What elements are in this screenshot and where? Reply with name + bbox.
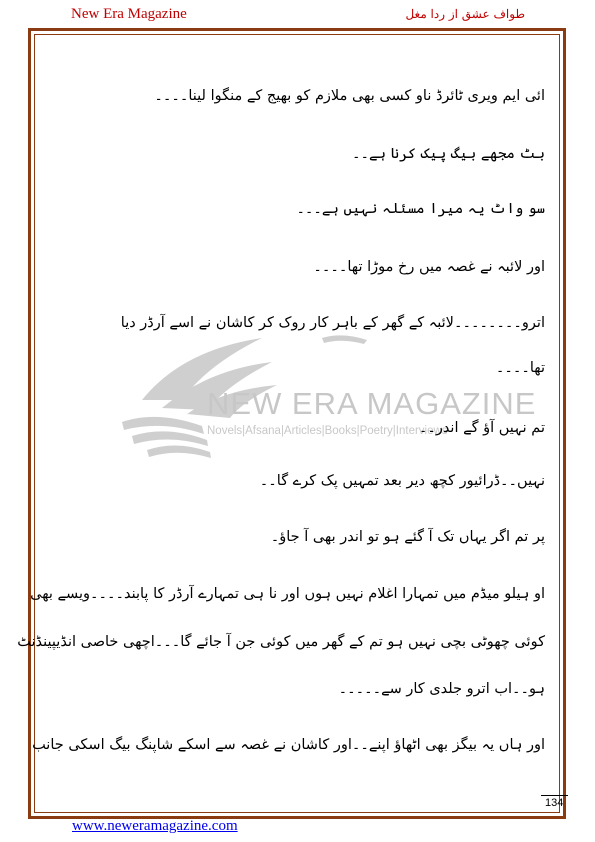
page-number: 134 (545, 797, 564, 809)
page-number-rule (541, 795, 568, 796)
text-line: کوئی چھوٹی بچی نہیں ہو تم کے گھر میں کوئی جن آ جائے گا۔۔۔اچھی خاصی انڈیپینڈنٹ (17, 634, 545, 650)
footer-website-link[interactable]: www.neweramagazine.com (72, 818, 238, 834)
text-line: تم نہیں آؤ گے اندر۔۔ (418, 420, 545, 436)
watermark-title: NEW ERA MAGAZINE (207, 386, 537, 421)
text-line: ہو۔۔اب اترو جلدی کار سے۔۔۔۔۔ (338, 681, 545, 697)
header-novel-title: طواف عشق از ردا مغل (405, 7, 525, 21)
text-line: بٹ مجھے بیگ پیک کرنا ہے۔۔ (352, 146, 545, 162)
text-line: او ہیلو میڈم میں تمہارا اغلام نہیں ہوں اور نا ہی تمہارے آرڈر کا پابند۔۔۔۔ویسے بھی (30, 586, 545, 602)
text-line: ائی ایم ویری ٹائرڈ ناو کسی بھی ملازم کو بھیج کے منگوا لینا۔۔۔۔ (154, 88, 545, 104)
watermark-subtitle: Novels|Afsana|Articles|Books|Poetry|Interviews (207, 425, 448, 437)
header-magazine-name: New Era Magazine (71, 6, 187, 22)
text-line: پر تم اگر یہاں تک آ گئے ہو تو اندر بھی آ جاؤ۔ (270, 529, 545, 545)
text-line: تھا۔۔۔۔ (495, 360, 545, 376)
text-line: اور ہاں یہ بیگز بھی اٹھاؤ اپنے۔۔اور کاشان نے غصہ سے اسکے شاپنگ بیگ اسکی جانب (32, 737, 545, 753)
text-line: نہیں۔۔ڈرائیور کچھ دیر بعد تمہیں پک کرے گا۔۔ (259, 473, 545, 489)
text-line: اترو۔۔۔۔۔۔۔۔لائبہ کے گھر کے باہر کار روک کر کاشان نے اسے آرڈر دیا (120, 315, 545, 331)
text-line: اور لائبہ نے غصہ میں رخ موڑا تھا۔۔۔۔ (313, 259, 545, 275)
text-line: سو واٹ یہ میرا مسئلہ نہیں ہے۔۔۔ (296, 201, 545, 217)
